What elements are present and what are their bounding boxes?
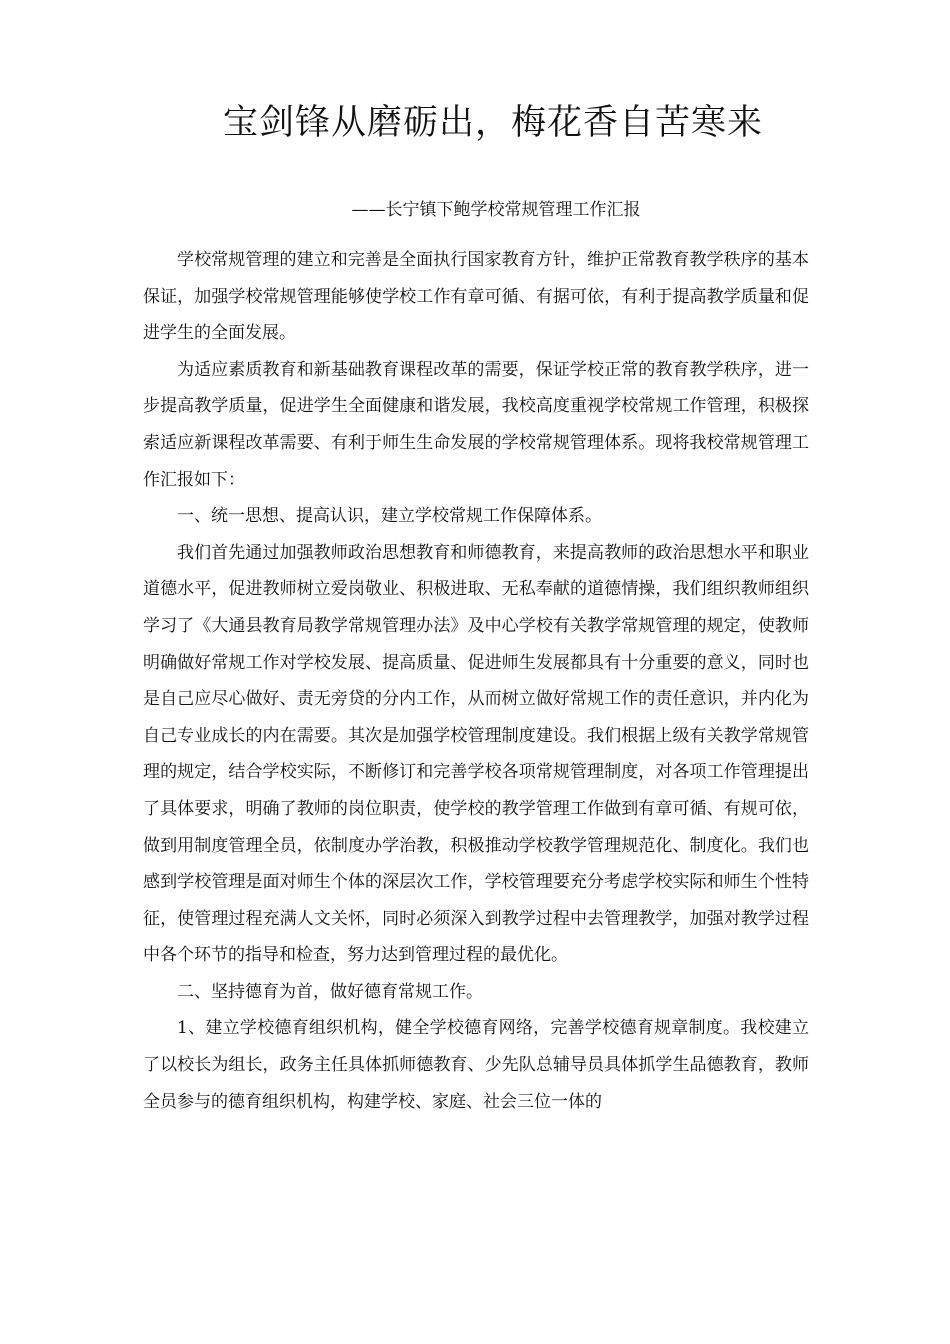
document-title: 宝剑锋从磨砺出，梅花香自苦寒来	[222, 103, 763, 143]
paragraph-purpose: 为适应素质教育和新基础教育课程改革的需要，保证学校正常的教育教学秩序，进一步提高教学质量，促进学生全面健康和谐发展，我校高度重视学校常规工作管理，积极探索适应新课程改革需要、有利于师生生命发展的学校常规管理体系。现将我校常规管理工作汇报如下：	[143, 359, 809, 490]
section-heading-1: 一、统一思想、提高认识，建立学校常规工作保障体系。	[177, 506, 602, 527]
document-body	[143, 242, 809, 1120]
document-subtitle: ——长宁镇下鲍学校常规管理工作汇报	[351, 200, 641, 220]
section-heading-2: 二、坚持德育为首，做好德育常规工作。	[177, 981, 483, 1002]
paragraph-section-1: 我们首先通过加强教师政治思想教育和师德教育，来提高教师的政治思想水平和职业道德水平，促进教师树立爱岗敬业、积极进取、无私奉献的道德情操，我们组织教师组织学习了《大通县教育局教学常规管理办法》及中心学校有关教学常规管理的规定，使教师明确做好常规工作对学校发展、提高质量、促进师生发展都具有十分重要的意义，同时也是自己应尽心做好、责无旁贷的分内工作，从而树立做好常规工作的责任意识，并内化为自己专业成长的内在需要。其次是加强学校管理制度建设。我们根据上级有关教学常规管理的规定，结合学校实际，不断修订和完善学校各项常规管理制度，对各项工作管理提出了具体要求，明确了教师的岗位职责，使学校的教学管理工作做到有章可循、有规可依，做到用制度管理全员，依制度办学治教，积极推动学校教学管理规范化、制度化。我们也感到学校管理是面对师生个体的深层次工作，学校管理要充分考虑学校实际和师生个性特征，使管理过程充满人文关怀，同时必须深入到教学过程中去管理教学，加强对教学过程中各个环节的指导和检查，努力达到管理过程的最优化。	[143, 542, 809, 966]
paragraph-section-2-item-1: 1、建立学校德育组织机构，健全学校德育网络，完善学校德育规章制度。我校建立了以校长为组长，政务主任具体抓师德教育、少先队总辅导员具体抓学生品德教育，教师全员参与的德育组织机构，构建学校、家庭、社会三位一体的	[143, 1018, 809, 1112]
paragraph-intro: 学校常规管理的建立和完善是全面执行国家教育方针，维护正常教育教学秩序的基本保证，加强学校常规管理能够使学校工作有章可循、有据可依，有利于提高教学质量和促进学生的全面发展。	[143, 250, 809, 344]
